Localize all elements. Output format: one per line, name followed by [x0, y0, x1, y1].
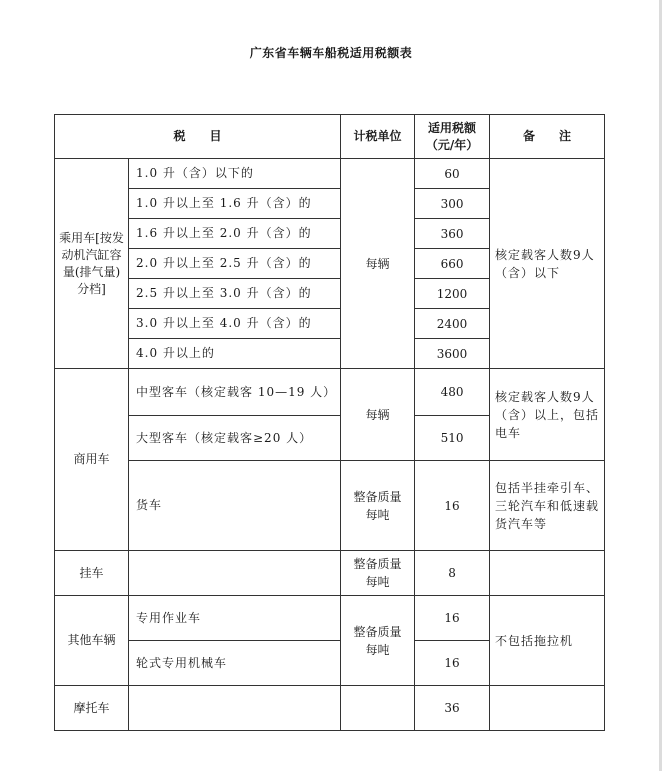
amount-cell: 36 [415, 686, 490, 731]
empty-cell [341, 686, 415, 731]
amount-cell: 510 [415, 416, 490, 461]
empty-cell [490, 551, 605, 596]
amount-cell: 60 [415, 159, 490, 189]
item-cell: 1.0 升（含）以下的 [129, 159, 341, 189]
item-cell: 1.0 升以上至 1.6 升（含）的 [129, 189, 341, 219]
empty-cell [129, 551, 341, 596]
amount-cell: 16 [415, 641, 490, 686]
header-amount: 适用税额（元/年） [415, 115, 490, 159]
unit-trailer: 整备质量每吨 [341, 551, 415, 596]
amount-cell: 3600 [415, 339, 490, 369]
amount-cell: 660 [415, 249, 490, 279]
header-note: 备 注 [490, 115, 605, 159]
item-cell: 轮式专用机械车 [129, 641, 341, 686]
empty-cell [490, 686, 605, 731]
page-title: 广东省车辆车船税适用税额表 [249, 46, 413, 60]
tax-rate-table [54, 114, 605, 731]
item-cell: 专用作业车 [129, 596, 341, 641]
amount-cell: 16 [415, 596, 490, 641]
table-row [55, 159, 605, 189]
table-row [55, 369, 605, 416]
amount-cell: 300 [415, 189, 490, 219]
item-cell: 大型客车（核定载客≥20 人） [129, 416, 341, 461]
category-other: 其他车辆 [55, 596, 129, 686]
category-trailer: 挂车 [55, 551, 129, 596]
amount-cell: 2400 [415, 309, 490, 339]
note-bus: 核定载客人数9人（含）以上，包括电车 [490, 369, 605, 461]
item-cell: 1.6 升以上至 2.0 升（含）的 [129, 219, 341, 249]
amount-cell: 1200 [415, 279, 490, 309]
item-cell: 4.0 升以上的 [129, 339, 341, 369]
amount-cell: 8 [415, 551, 490, 596]
note-passenger: 核定载客人数9人（含）以下 [490, 159, 605, 369]
item-cell: 3.0 升以上至 4.0 升（含）的 [129, 309, 341, 339]
unit-truck: 整备质量每吨 [341, 461, 415, 551]
table-row [55, 461, 605, 551]
amount-cell: 480 [415, 369, 490, 416]
unit-other: 整备质量每吨 [341, 596, 415, 686]
table-row [55, 686, 605, 731]
empty-cell [129, 686, 341, 731]
amount-cell: 360 [415, 219, 490, 249]
item-cell: 货车 [129, 461, 341, 551]
category-commercial: 商用车 [55, 369, 129, 551]
amount-cell: 16 [415, 461, 490, 551]
item-cell: 2.5 升以上至 3.0 升（含）的 [129, 279, 341, 309]
note-truck: 包括半挂牵引车、三轮汽车和低速载货汽车等 [490, 461, 605, 551]
item-cell: 中型客车（核定载客 10—19 人） [129, 369, 341, 416]
unit-passenger: 每辆 [341, 159, 415, 369]
item-cell: 2.0 升以上至 2.5 升（含）的 [129, 249, 341, 279]
header-item: 税 目 [55, 115, 341, 159]
category-motorcycle: 摩托车 [55, 686, 129, 731]
header-unit: 计税单位 [341, 115, 415, 159]
table-row [55, 596, 605, 641]
header-row [55, 115, 605, 159]
note-other: 不包括拖拉机 [490, 596, 605, 686]
unit-bus: 每辆 [341, 369, 415, 461]
category-passenger: 乘用车[按发动机汽缸容量(排气量)分档] [55, 159, 129, 369]
table-row [55, 551, 605, 596]
